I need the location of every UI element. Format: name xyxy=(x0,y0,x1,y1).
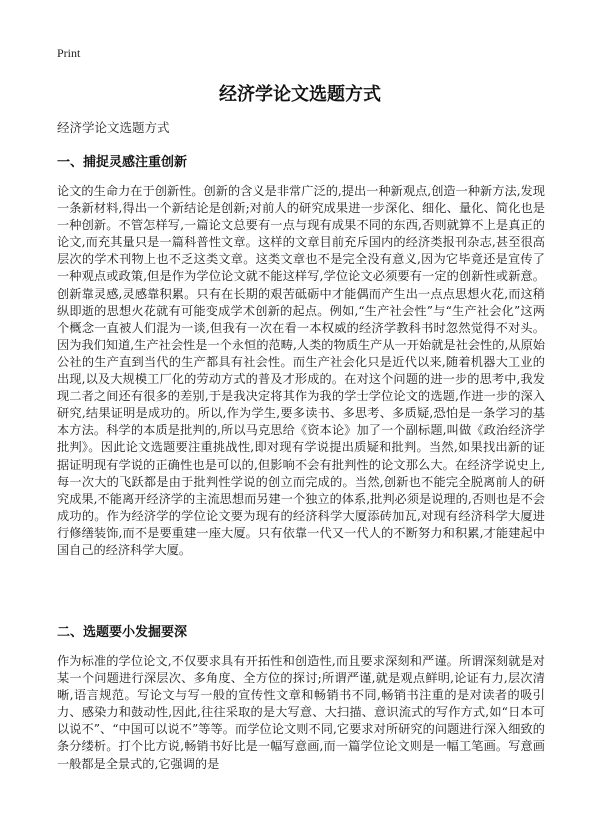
section-body-innovation: 论文的生命力在于创新性。创新的含义是非常广泛的,提出一种新观点,创造一种新方法,发现一条新材料,得出一个新结论是创新;对前人的研究成果进一步深化、细化、量化、简化也是一种创新。不管怎样写,一篇论文总要有一点与现有成果不同的东西,否则就算不上是真正的论文,而充其量只是一篇科普性文章。这样的文章目前充斥国内的经济类报刊杂志,甚至很高层次的学术刊物上也不乏这类文章。这类文章也不是完全没有意义,因为它毕竟还是宣传了一种观点或政策,但是作为学位论文就不能这样写,学位论文必须要有一定的创新性或新意。创新靠灵感,灵感靠积累。只有在长期的艰苦砥砺中才能偶而产生出一点点思想火花,而这稍纵即逝的思想火花就有可能变成学术创新的起点。例如,“生产社会性”与“生产社会化”这两个概念一直被人们混为一谈,但我有一次在看一本权威的经济学教科书时忽然觉得不对头。因为我们知道,生产社会性是一个永恒的范畴,人类的物质生产从一开始就是社会性的,从原始公社的生产直到当代的生产都具有社会性。而生产社会化只是近代以来,随着机器大工业的出现,以及大规模工厂化的劳动方式的普及才形成的。在对这个问题的进一步的思考中,我发现二者之间还有很多的差别,于是我决定将其作为我的学士学位论文的选题,作进一步的深入研究,结果证明是成功的。所以,作为学生,要多读书、多思考、多质疑,恐怕是一条学习的基本方法。科学的本质是批判的,所以马克思给《资本论》加了一个副标题,叫做《政治经济学批判》。因此论文选题要注重挑战性,即对现有学说提出质疑和批判。当然,如果找出新的证据证明现有学说的正确性也是可以的,但影响不会有批判性的论文那么大。在经济学说史上,每一次大的飞跃都是由于批判性学说的创立而完成的。当然,创新也不能完全脱离前人的研究成果,不能离开经济学的主流思想而另建一个独立的体系,批判必须是说理的,否则也是不会成功的。作为经济学的学位论文要为现有的经济科学大厦添砖加瓦,对现有经济科学大厦进行修缮装饰,而不是要重建一座大厦。只有依靠一代又一代人的不断努力和积累,才能建起中国自己的经济科学大厦。 xyxy=(57,184,545,557)
document-title: 经济学论文选题方式 xyxy=(219,84,381,105)
section-heading-innovation: 一、捕捉灵感注重创新 xyxy=(57,155,188,170)
print-link[interactable]: Print xyxy=(57,46,81,60)
document-subtitle: 经济学论文选题方式 xyxy=(57,120,170,135)
section-body-topic-scope: 作为标准的学位论文,不仅要求具有开拓性和创造性,而且要求深刻和严谨。所谓深刻就是对某一个问题进行深层次、多角度、全方位的探讨;所谓严谨,就是观点鲜明,论证有力,层次清晰,语言规范。写论文与写一般的宣传性文章和畅销书不同,畅销书注重的是对读者的吸引力、感染力和鼓动性,因此,往往采取的是大写意、大扫描、意识流式的写作方式,如“日本可以说不”、“中国可以说不”等等。而学位论文则不同,它要求对所研究的问题进行深入细致的条分缕析。打个比方说,畅销书好比是一幅写意画,而一篇学位论文则是一幅工笔画。写意画一般都是全景式的,它强调的是 xyxy=(57,654,545,771)
section-heading-topic-scope: 二、选题要小发掘要深 xyxy=(57,625,188,640)
